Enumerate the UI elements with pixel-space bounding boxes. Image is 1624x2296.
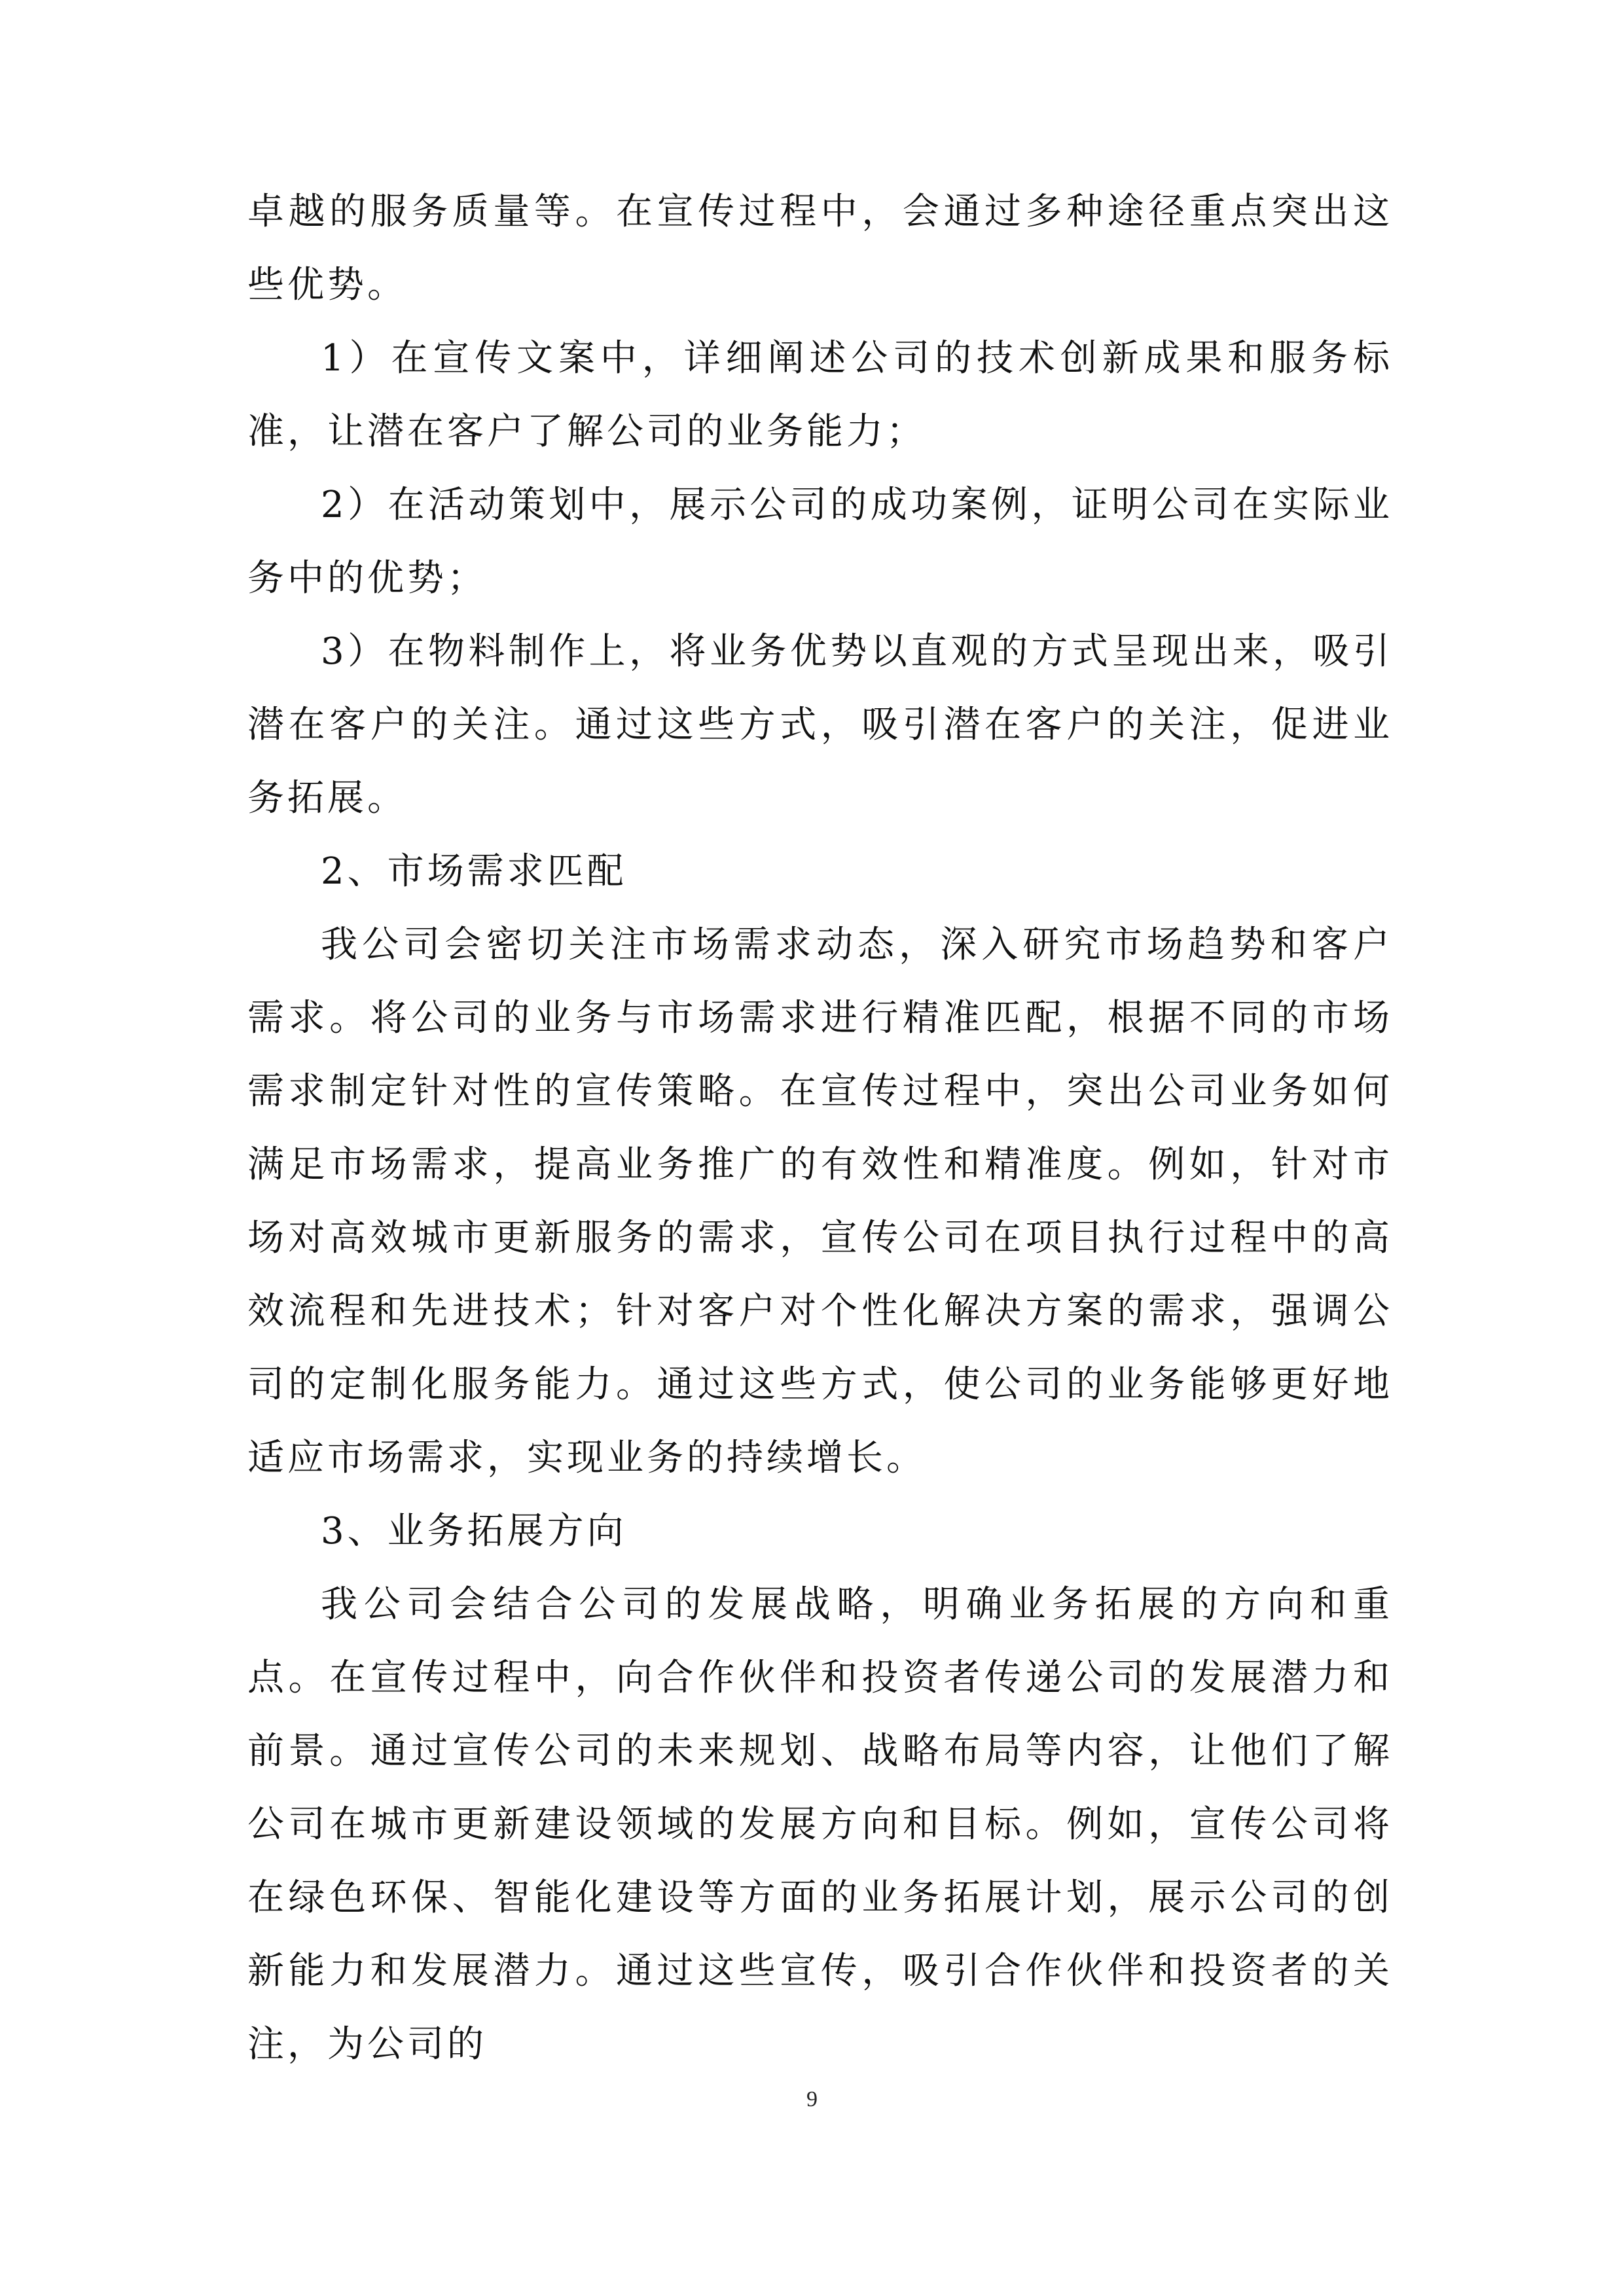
section-heading-business-expansion: 3、业务拓展方向 [321,1510,627,1552]
document-body [247,175,1393,2081]
section-heading-market-demand: 2、市场需求匹配 [321,850,627,893]
paragraph-item-1: 1）在宣传文案中，详细阐述公司的技术创新成果和服务标准，让潜在客户了解公司的业务能力； [247,337,1393,453]
paragraph-item-3: 3）在物料制作上，将业务优势以直观的方式呈现出来，吸引潜在客户的关注。通过这些方式，吸引潜在客户的关注，促进业务拓展。 [247,630,1393,819]
paragraph-business-expansion: 我公司会结合公司的发展战略，明确业务拓展的方向和重点。在宣传过程中，向合作伙伴和投资者传递公司的发展潜力和前景。通过宣传公司的未来规划、战略布局等内容，让他们了解公司在城市更新建设领域的发展方向和目标。例如，宣传公司将在绿色环保、智能化建设等方面的业务拓展计划，展示公司的创新能力和发展潜力。通过这些宣传，吸引合作伙伴和投资者的关注，为公司的 [247,1583,1393,2066]
paragraph-market-demand: 我公司会密切关注市场需求动态，深入研究市场趋势和客户需求。将公司的业务与市场需求进行精准匹配，根据不同的市场需求制定针对性的宣传策略。在宣传过程中，突出公司业务如何满足市场需求，提高业务推广的有效性和精准度。例如，针对市场对高效城市更新服务的需求，宣传公司在项目执行过程中的高效流程和先进技术；针对客户对个性化解决方案的需求，强调公司的定制化服务能力。通过这些方式，使公司的业务能够更好地适应市场需求，实现业务的持续增长。 [247,924,1393,1479]
paragraph-item-2: 2）在活动策划中，展示公司的成功案例，证明公司在实际业务中的优势； [247,484,1393,600]
page-number: 9 [806,2087,818,2111]
paragraph-continuation: 卓越的服务质量等。在宣传过程中，会通过多种途径重点突出这些优势。 [247,190,1393,306]
